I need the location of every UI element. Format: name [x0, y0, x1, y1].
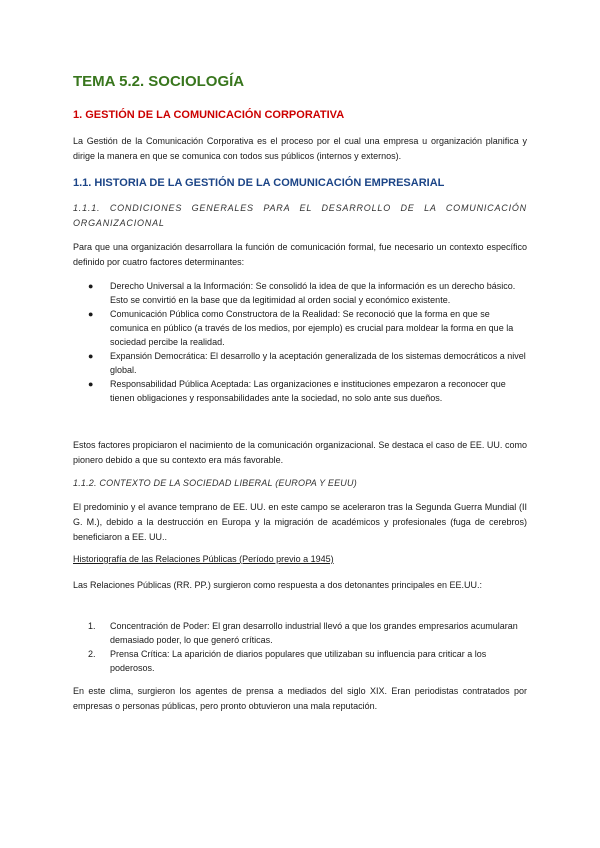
section-1-heading: 1. GESTIÓN DE LA COMUNICACIÓN CORPORATIVA: [73, 109, 345, 121]
number-marker: 1.: [88, 621, 96, 631]
section-1-1-1-conclusion: Estos factores propiciaron el nacimiento de la comunicación organizacional. Se destaca el caso de EE. UU. como pionero debido a que su contexto era más favorable.: [73, 440, 527, 465]
section-1-intro: La Gestión de la Comunicación Corporativa es el proceso por el cual una empresa u organización planifica y dirige la manera en que se comunica con todos sus públicos (internos y externos).: [73, 136, 527, 161]
number-marker: 2.: [88, 649, 96, 659]
section-1-1-2-body: El predominio y el avance temprano de EE. UU. en este campo se aceleraron tras la Segunda Guerra Mundial (II G. M.), debido a la destrucción en Europa y la migración de académicos y profesionales (fuga de cerebros) beneficiaron a EE. UU..: [73, 502, 527, 542]
section-1-1-heading: 1.1. HISTORIA DE LA GESTIÓN DE LA COMUNICACIÓN EMPRESARIAL: [73, 177, 445, 189]
document-title: TEMA 5.2. SOCIOLOGÍA: [73, 73, 245, 90]
section-1-1-1-intro: Para que una organización desarrollara la función de comunicación formal, fue necesario un contexto específico definido por cuatro factores determinantes:: [73, 242, 527, 267]
list-item: ● Expansión Democrática: El desarrollo y la aceptación generalizada de los sistemas democráticos a nivel global.: [88, 351, 526, 375]
section-1-1-1-heading: 1.1.1. CONDICIONES GENERALES PARA EL DESARROLLO DE LA COMUNICACIÓN ORGANIZACIONAL: [73, 203, 527, 228]
bullet-marker: ●: [88, 309, 94, 319]
list-item: 1. Concentración de Poder: El gran desarrollo industrial llevó a que los grandes empresarios acumularan demasiado poder, lo que generó críticas.: [88, 621, 518, 645]
list-item: ● Comunicación Pública como Constructora de la Realidad: Se reconoció que la forma en que se comunica en público (a través de los medios, por ejemplo) es crucial para moldear la forma en que la sociedad percibe la realidad.: [88, 309, 514, 347]
bullet-marker: ●: [88, 351, 94, 361]
list-item: ● Derecho Universal a la Información: Se consolidó la idea de que la información es un derecho básico. Esto se convirtió en la base que da legitimidad al orden social y económico existente.: [88, 281, 516, 305]
list-item: 2. Prensa Crítica: La aparición de diarios populares que utilizaban su influencia para criticar a los poderosos.: [88, 649, 487, 673]
bullet-marker: ●: [88, 379, 94, 389]
detonantes-list: [73, 619, 527, 675]
factors-list: [73, 279, 527, 405]
list-item: ● Responsabilidad Pública Aceptada: Las organizaciones e instituciones empezaron a reconocer que tienen obligaciones y responsabilidades ante la sociedad, no solo ante sus dueños.: [88, 379, 506, 403]
historiografia-closing: En este clima, surgieron los agentes de prensa a mediados del siglo XIX. Eran periodistas contratados por empresas o personas públicas, pero pronto obtuvieron una mala reputación.: [73, 686, 527, 711]
historiografia-intro: Las Relaciones Públicas (RR. PP.) surgieron como respuesta a dos detonantes principales en EE.UU.:: [73, 580, 483, 590]
section-1-1-2-heading: 1.1.2. CONTEXTO DE LA SOCIEDAD LIBERAL (EUROPA Y EEUU): [73, 478, 357, 488]
historiografia-heading: Historiografía de las Relaciones Públicas (Período previo a 1945): [73, 554, 334, 564]
bullet-marker: ●: [88, 281, 94, 291]
